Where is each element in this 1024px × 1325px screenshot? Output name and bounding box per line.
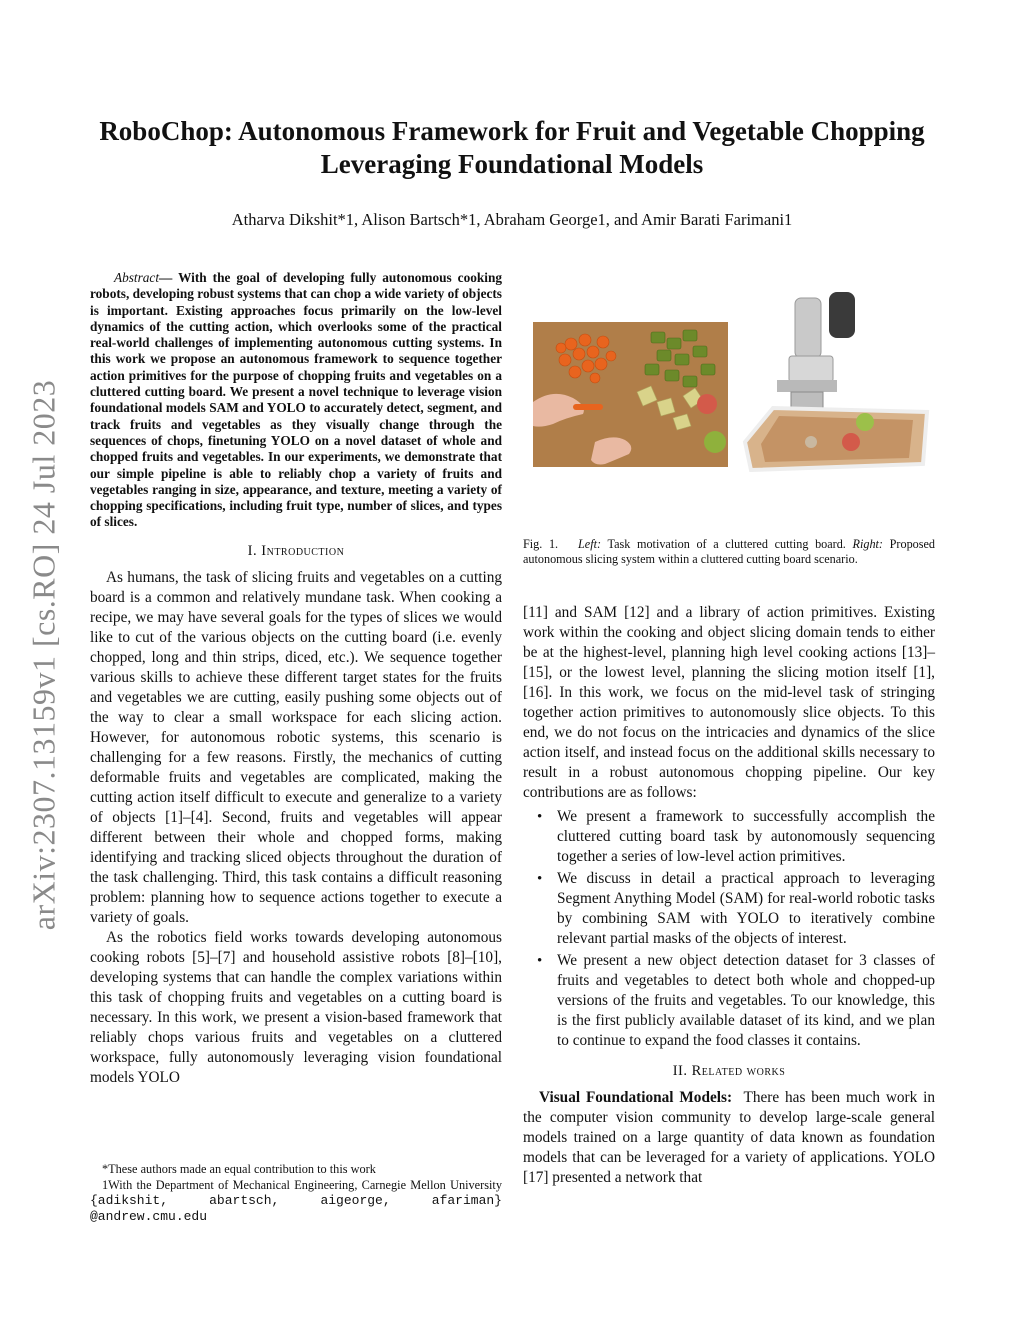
contribution-text: We discuss in detail a practical approach to leveraging Segment Anything Model (SAM) for real-world robotic tasks by combining SAM with YOLO to iteratively combine relevant partial masks of the objects of interest. <box>557 870 935 947</box>
figure-right-robot-system <box>738 292 933 472</box>
bullet-icon: • <box>537 953 543 969</box>
footnote-equal-contribution: *These authors made an equal contribution to this work <box>102 1162 376 1176</box>
footnote-affiliation <box>90 1178 502 1225</box>
caption-left-label: Left: <box>578 537 602 551</box>
related-text: There has been much work in the computer vision community to develop large-scale general models trained on a large quantity of data known as foundation models that can be leveraged for a variety of applications. YOLO [17] presented a network that <box>523 1089 936 1186</box>
caption-right-text: Proposed autonomous slicing system within a cluttered cutting board scenario. <box>523 537 936 566</box>
caption-label: Fig. 1. <box>523 537 559 551</box>
figure-left-cutting-board <box>533 322 728 467</box>
section-title: Related works <box>691 1063 786 1079</box>
runin-heading: Visual Foundational Models: <box>539 1089 733 1106</box>
list-item <box>523 951 935 1051</box>
section-related-works-heading <box>523 1063 935 1080</box>
author-emails[interactable]: {adikshit, abartsch, aigeorge, afariman} @andrew.cmu.edu <box>90 1193 502 1224</box>
bullet-icon: • <box>537 871 543 887</box>
contribution-text: We present a framework to successfully accomplish the cluttered cutting board task by autonomously sequencing together a series of low-level action primitives. <box>557 808 935 865</box>
paper-title: RoboChop: Autonomous Framework for Fruit and Vegetable Chopping Leveraging Foundational Models <box>99 116 925 179</box>
bullet-icon: • <box>537 809 543 825</box>
abstract-dash: — <box>159 270 179 285</box>
figure-1-caption <box>523 537 935 567</box>
contributions-list <box>523 807 935 1051</box>
footnotes <box>90 1162 502 1224</box>
abstract <box>90 270 502 531</box>
section-number: I. <box>247 542 262 559</box>
figure-1-image <box>533 292 933 472</box>
right-column <box>523 603 935 1188</box>
intro-paragraph-2-continued: [11] and SAM [12] and a library of action primitives. Existing work within the cooking and object slicing domain tends to either be at the highest-level, planning high level cooking actions [13]–[15], or the lowest level, planning the slicing motion itself [1], [16]. In this work, we focus on the mid-level task of stringing together action primitives to autonomously slice objects. To this end, we do not focus on the intricacies and dynamics of the slice action itself, and instead focus on the additional skills necessary to result in a robust autonomous chopping pipeline. Our key contributions are as follows: <box>523 604 935 801</box>
list-item <box>523 869 935 949</box>
caption-right-label: Right: <box>852 537 883 551</box>
paper-authors: Atharva Dikshit*1, Alison Bartsch*1, Abraham George1, and Amir Barati Farimani1 <box>231 210 793 229</box>
list-item <box>523 807 935 867</box>
section-introduction-heading <box>90 543 502 560</box>
abstract-text: With the goal of developing fully autonomous cooking robots, developing robust systems that can chop a wide variety of objects is important. Existing approaches focus primarily on the low-level dynamics of the cutting action, which overlooks some of the practical real-world challenges of implementing autonomous cutting systems. In this work we propose an autonomous framework to sequence together action primitives for the purpose of chopping fruits and vegetables on a cluttered cutting board. We present a novel technique to leverage vision foundational models SAM and YOLO to accurately detect, segment, and track fruits and vegetables as they visually change through the sequences of chops, finetuning YOLO on a novel dataset of whole and chopped fruits and vegetables. In our experiments, we demonstrate that our simple pipeline is able to reliably chop a variety of fruits and vegetables ranging in size, appearance, and texture, meeting a variety of chopping specifications, including fruit type, number of slices, and types of slices. <box>90 270 502 530</box>
intro-paragraph-2: As the robotics field works towards developing autonomous cooking robots [5]–[7] and household assistive robots [8]–[10], developing systems that can handle the complex variations within this task of chopping fruits and vegetables on a cutting board is necessary. In this work, we present a vision-based framework that reliably chops various fruits and vegetables on a cluttered workspace, fully autonomously leveraging vision foundational models YOLO <box>90 928 502 1086</box>
section-number: II. <box>672 1063 692 1079</box>
left-column <box>90 270 502 1088</box>
arxiv-identifier: arXiv:2307.13159v1 [cs.RO] 24 Jul 2023 <box>25 379 62 931</box>
related-paragraph <box>523 1088 935 1188</box>
intro-paragraph-1: As humans, the task of slicing fruits and vegetables on a cutting board is a common and relatively mundane task. When cooking a recipe, we may have several goals for the types of slices we would like to cut of the various objects on the cutting board (i.e. evenly chopped, long and thin strips, diced, etc.). We sequence together various skills to achieve these different target states for the fruits and vegetables we are cutting, easily pushing some objects out of the way to clear a small workspace for each slicing action. However, for autonomous robotic systems, this scenario is challenging for a few reasons. Firstly, the mechanics of cutting deformable fruits and vegetables are complicated, making the cutting action itself difficult to execute and generalize to a variety of objects [1]–[4]. Second, fruits and vegetables will appear different between their whole and chopped forms, making identifying and tracking sliced objects throughout the duration of the task challenging. Third, this task contains a difficult reasoning problem: planning how to sequence actions together to execute a variety of goals. <box>90 568 502 926</box>
contribution-text: We present a new object detection dataset for 3 classes of fruits and vegetables to detect both whole and chopped-up versions of the fruits and vegetables. To our knowledge, this is the first publicly available dataset of its kind, and we plan to continue to expand the food classes it contains. <box>557 952 935 1049</box>
section-title: Introduction <box>261 542 345 559</box>
abstract-label: Abstract <box>113 270 160 285</box>
caption-left-text: Task motivation of a cluttered cutting board. <box>607 537 846 551</box>
affiliation-text: 1With the Department of Mechanical Engineering, Carnegie Mellon University <box>102 1177 502 1192</box>
arxiv-sidebar <box>22 360 66 950</box>
